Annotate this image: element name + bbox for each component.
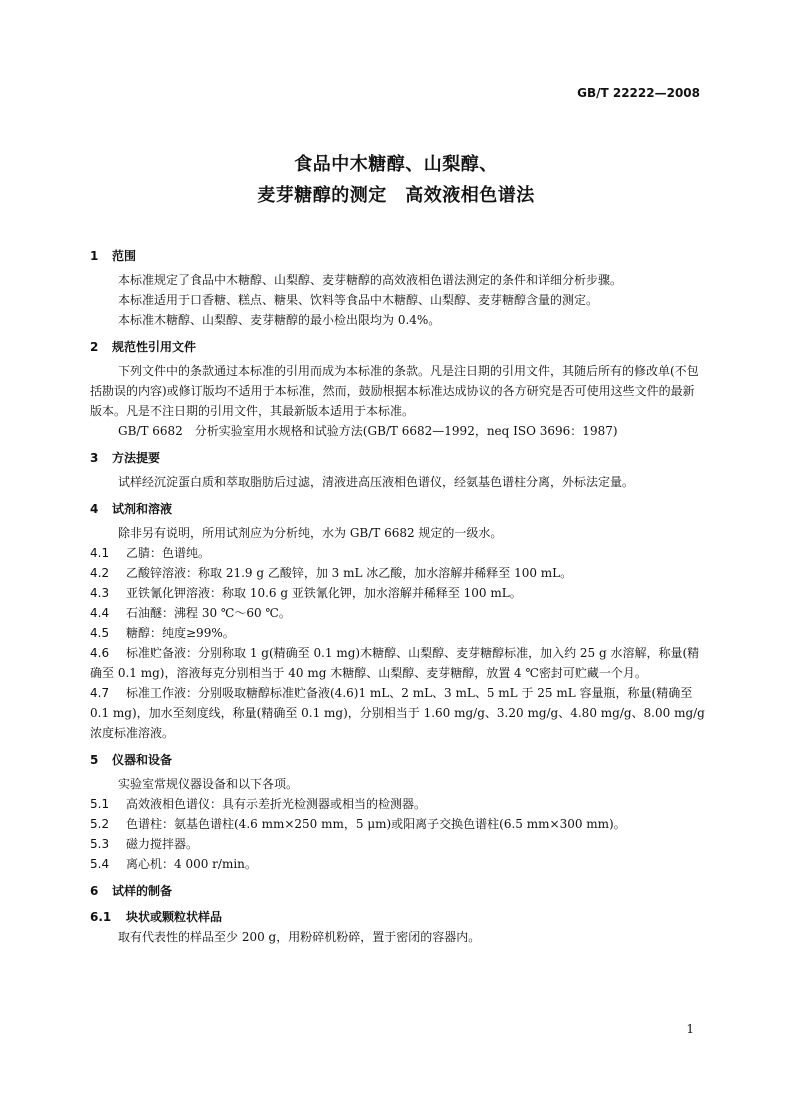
section-number: 5 (90, 753, 99, 767)
section-1-heading (90, 246, 706, 266)
item-text: 标准贮备液：分别称取 1 g(精确至 0.1 mg)木糖醇、山梨醇、麦芽糖醇标准，加入约 25 g 水溶解，称量(精确至 0.1 mg)，溶液每克分别相当于 40 mg 木糖醇、山梨醇、麦芽糖醇，放置 4 ℃密封可贮藏一个月。 (90, 646, 700, 680)
item-text: 色谱柱：氨基色谱柱(4.6 mm×250 mm，5 μm)或阳离子交换色谱柱(6.5 mm×300 mm)。 (126, 817, 626, 831)
list-item (90, 543, 706, 563)
paragraph: 除非另有说明，所用试剂应为分析纯，水为 GB/T 6682 规定的一级水。 (118, 526, 503, 540)
section-title: 试样的制备 (112, 884, 173, 898)
section-2-heading (90, 337, 706, 357)
item-text: 高效液相色谱仪：具有示差折光检测器或相当的检测器。 (126, 797, 427, 811)
section-number: 4 (90, 502, 99, 516)
list-item (90, 563, 706, 583)
paragraph: 实验室常规仪器设备和以下各项。 (118, 777, 299, 791)
section-number: 3 (90, 451, 99, 465)
paragraph: 试样经沉淀蛋白质和萃取脂肪后过滤，清液进高压液相色谱仪，经氨基色谱柱分离，外标法定量。 (118, 475, 635, 489)
list-item (90, 814, 706, 834)
item-number: 5.3 (90, 837, 110, 851)
section-3-heading (90, 448, 706, 468)
item-number: 4.2 (90, 566, 110, 580)
paragraph: 本标准适用于口香糖、糕点、糖果、饮料等食品中木糖醇、山梨醇、麦芽糖醇含量的测定。 (118, 293, 599, 307)
list-item (90, 583, 706, 603)
subsection-title: 块状或颗粒状样品 (126, 910, 223, 924)
item-text: 标准工作液：分别吸取糖醇标准贮备液(4.6)1 mL、2 mL、3 mL、5 mL 于 25 mL 容量瓶，称量(精确至 0.1 mg)，加水至刻度线，称量(精确至 0.1 mg)，分别相当于 1.60 mg/g、3.20 mg/g、4.80 mg/g、8.00 mg/g 浓度标准溶液。 (90, 686, 705, 740)
item-text: 糖醇：纯度≥99%。 (126, 626, 235, 640)
section-number: 1 (90, 249, 99, 263)
item-number: 5.2 (90, 817, 110, 831)
section-title: 试剂和溶液 (112, 502, 173, 516)
paragraph: 本标准木糖醇、山梨醇、麦芽糖醇的最小检出限均为 0.4%。 (118, 313, 441, 327)
item-text: 乙酸锌溶液：称取 21.9 g 乙酸锌，加 3 mL 冰乙酸，加水溶解并稀释至 100 mL。 (126, 566, 573, 580)
item-number: 5.4 (90, 857, 110, 871)
title-line-2: 麦芽糖醇的测定 高效液相色谱法 (257, 185, 535, 206)
list-item (90, 603, 706, 623)
subsection-6-1-heading (90, 907, 706, 927)
section-number: 6 (90, 884, 99, 898)
section-title: 规范性引用文件 (112, 340, 197, 354)
item-number: 4.5 (90, 626, 110, 640)
item-number: 5.1 (90, 797, 110, 811)
item-number: 4.6 (90, 646, 110, 660)
item-text: 石油醚：沸程 30 ℃～60 ℃。 (126, 606, 291, 620)
item-text: 磁力搅拌器。 (126, 837, 199, 851)
section-title: 方法提要 (112, 451, 161, 465)
item-number: 4.3 (90, 586, 110, 600)
list-item (90, 834, 706, 854)
section-4-heading (90, 499, 706, 519)
document-body (90, 240, 706, 947)
paragraph: 下列文件中的条款通过本标准的引用而成为本标准的条款。凡是注日期的引用文件，其随后所有的修改单(不包括勘误的内容)或修订版均不适用于本标准，然而，鼓励根据本标准达成协议的各方研究是否可使用这些文件的最新版本。凡是不注日期的引用文件，其最新版本适用于本标准。 (90, 364, 699, 418)
section-number: 2 (90, 340, 99, 354)
subsection-number: 6.1 (90, 910, 112, 924)
standard-code: GB/T 22222—2008 (577, 86, 700, 100)
list-item (90, 643, 706, 683)
item-text: 离心机：4 000 r/min。 (126, 857, 257, 871)
paragraph: 本标准规定了食品中木糖醇、山梨醇、麦芽糖醇的高效液相色谱法测定的条件和详细分析步骤。 (118, 273, 623, 287)
title-line-1: 食品中木糖醇、山梨醇、 (294, 154, 498, 175)
list-item (90, 623, 706, 643)
section-6-heading (90, 881, 706, 901)
normative-reference: GB/T 6682 分析实验室用水规格和试验方法(GB/T 6682—1992，neq ISO 3696：1987) (118, 424, 618, 438)
item-number: 4.4 (90, 606, 110, 620)
section-title: 范围 (112, 249, 137, 263)
item-number: 4.1 (90, 546, 110, 560)
page-number: 1 (686, 1022, 694, 1036)
list-item (90, 794, 706, 814)
item-text: 亚铁氰化钾溶液：称取 10.6 g 亚铁氰化钾，加水溶解并稀释至 100 mL。 (126, 586, 522, 600)
list-item (90, 854, 706, 874)
item-number: 4.7 (90, 686, 110, 700)
section-title: 仪器和设备 (112, 753, 173, 767)
list-item (90, 683, 706, 743)
section-5-heading (90, 750, 706, 770)
item-text: 乙腈：色谱纯。 (126, 546, 211, 560)
paragraph: 取有代表性的样品至少 200 g，用粉碎机粉碎，置于密闭的容器内。 (118, 930, 481, 944)
